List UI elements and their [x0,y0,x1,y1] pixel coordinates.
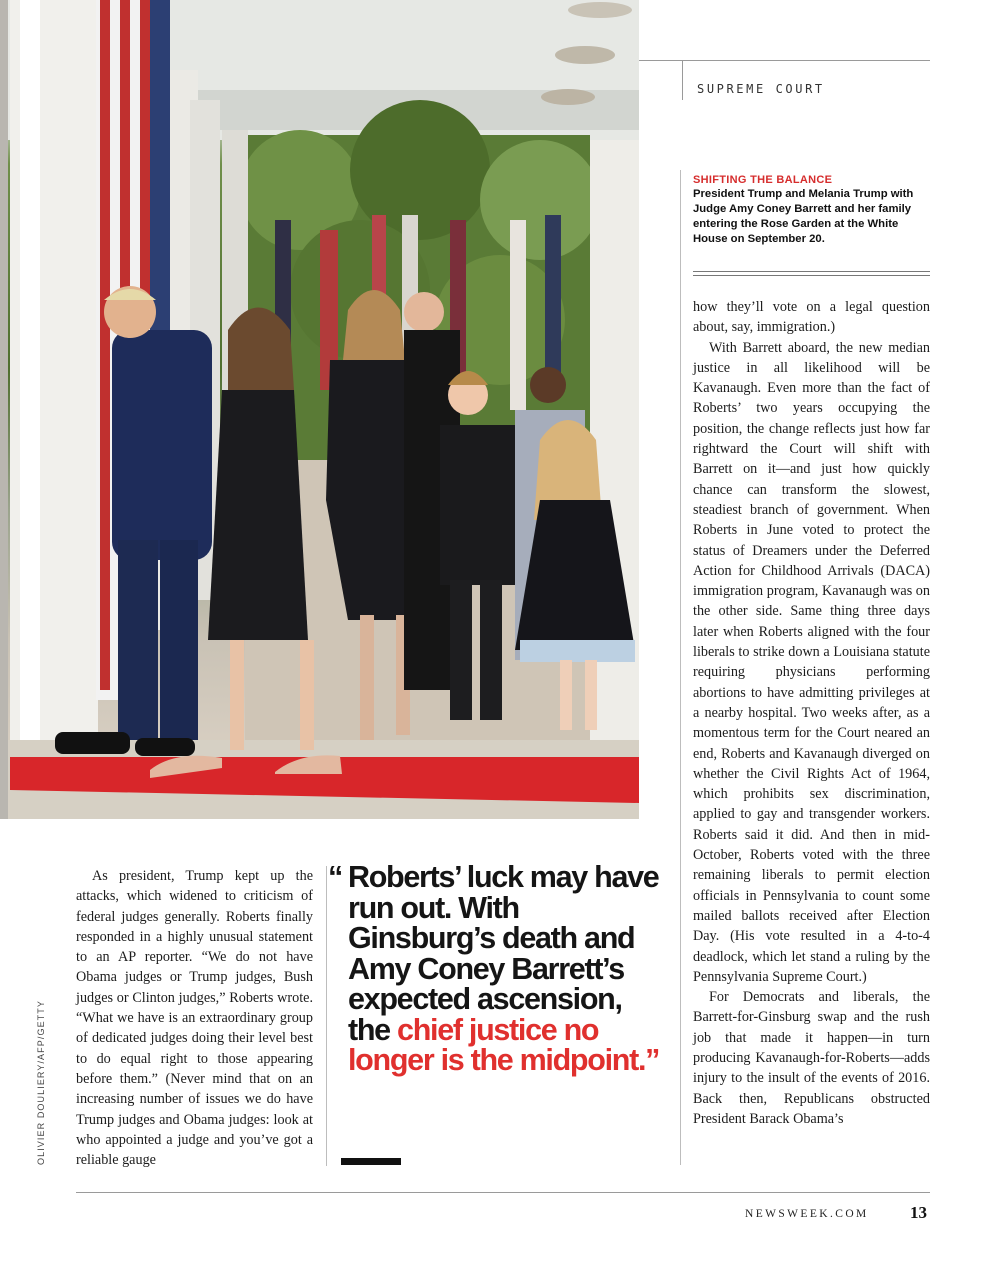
photo-illustration [0,0,639,819]
right-column-text [693,297,930,1129]
page-number: 13 [910,1203,927,1222]
photo-caption [693,173,933,247]
body-paragraph: With Barrett aboard, the new median justice in all likelihood will be Kavanaugh. Even more than the fact of Roberts’ two years occupying the position, the change reflects just how far rightward the Court will shift with Barrett on it—and just how quickly chance can transform the slowest, steadiest branch of government. When Roberts in June voted to protect the status of Dreamers under the Deferred Action for Childhood Arrivals (DACA) immigration program, Kavanaugh was on the other side. Same thing three days later when Roberts aligned with the four liberals to strike down a Louisiana statute requiring physicians performing abortions to have admitting privileges at a nearby hospital. Two weeks after, as a momentous term for the Court neared an end, Roberts and Kavanaugh diverged on whether the Civil Rights Act of 1964, which prohibits sex discrimination, applied to gay and transgender workers. Roberts said it did. And then in mid-October, Roberts voted with the three remaining liberals to permit election officials in Pennsylvania to count some mailed ballots received after Election Day. (His vote resulted in a 4-to-4 deadlock, which let stand a ruling by the Pennsylvania Supreme Court.) [693,339,930,985]
footer-site: NEWSWEEK.COM [745,1208,869,1220]
column-divider-right [680,170,681,1165]
caption-rule-1 [693,271,930,272]
footer-rule [76,1192,930,1193]
rose-garden-photo [0,0,639,819]
pull-quote-text-wrap [330,862,660,1076]
left-column-text [76,866,313,1170]
caption-heading: SHIFTING THE BALANCE [693,174,833,186]
caption-rule-2 [693,275,930,276]
pull-quote-text: Roberts’ luck may have run out. With Ginsburg’s death and Amy Coney Barrett’s expected ascension, the [348,860,659,1047]
section-rule-vertical [682,60,683,100]
photo-credit: OLIVIER DOULIERY/AFP/GETTY [36,1000,46,1165]
pull-quote [330,862,660,1076]
pull-quote-open-mark: “ [328,860,342,894]
section-label: SUPREME COURT [697,82,825,96]
column-divider-left [326,866,327,1166]
pull-quote-bar [341,1158,401,1165]
pull-quote-highlight: chief justice no longer is the midpoint. [348,1012,646,1077]
caption-body: President Trump and Melania Trump with Judge Amy Coney Barrett and her family entering the Rose Garden at the White House on September 20. [693,188,914,245]
body-paragraph: how they’ll vote on a legal question about, say, immigration.) [693,299,930,336]
body-paragraph: As president, Trump kept up the attacks, which widened to criticism of federal judges generally. Roberts finally responded in a highly unusual statement to an AP reporter. “We do not have Obama judges or Trump judges, Bush judges or Clinton judges,” Roberts wrote. “What we have is an extraordinary group of dedicated judges doing their level best to do equal right to those appearing before them.” (Never mind that on an increasing number of issues we do have Trump judges and Obama judges: look at who appointed a judge and you’ve got a reliable gauge [76,868,313,1169]
body-paragraph: For Democrats and liberals, the Barrett-for-Ginsburg swap and the rush job that made it happen—in turn producing Kavanaugh-for-Roberts—adds injury to the insult of the events of 2016. Back then, Republicans obstructed President Barack Obama’s [693,989,930,1127]
pull-quote-close-mark: ” [645,1043,660,1077]
